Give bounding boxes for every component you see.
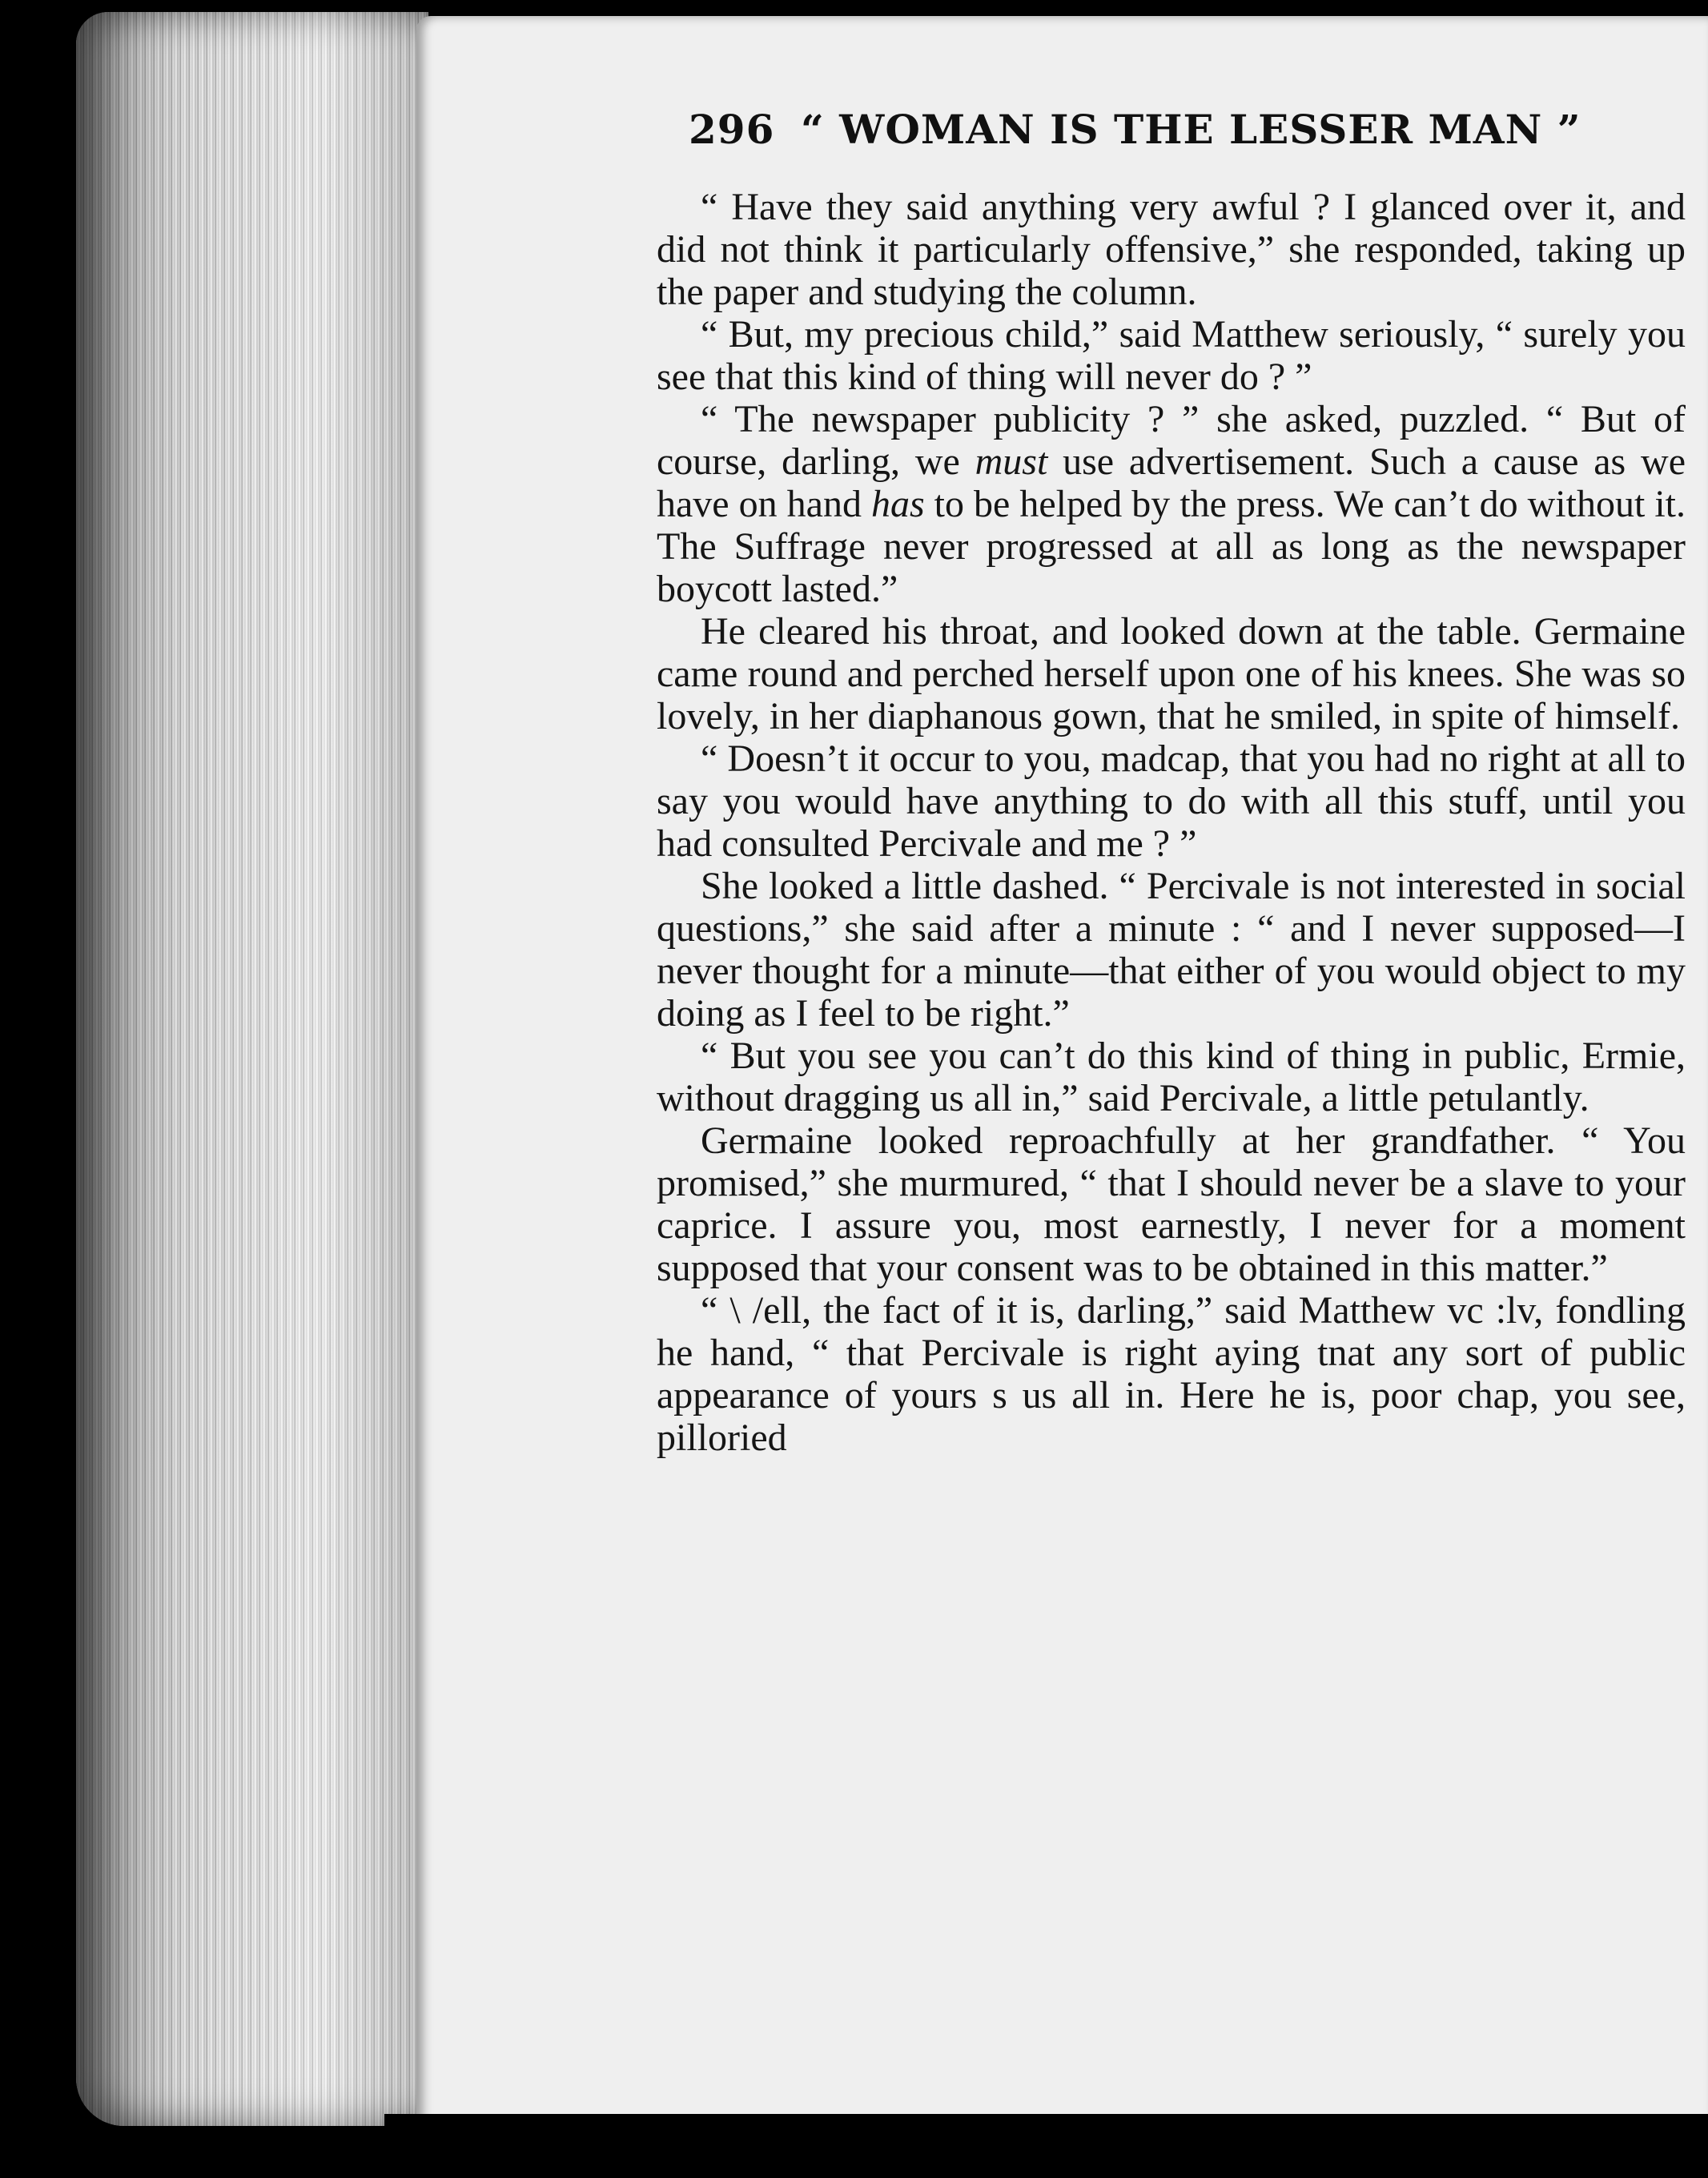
paragraph: Germaine looked reproachfully at her grandfather. “ You promised,” she murmured, “ that I should never be a slave to your caprice. I assure you, most earnestly, I never for a moment supposed that your consent was to be obtained in this matter.” — [657, 1119, 1686, 1289]
paragraph: He cleared his throat, and looked down at the table. Germaine came round and perched herself upon one of his knees. She was so lovely, in her diaphanous gown, that he smiled, in spite of himself. — [657, 610, 1686, 737]
page-number: 296 — [689, 106, 775, 153]
running-head-title: “ WOMAN IS THE LESSER MAN ” — [801, 106, 1581, 153]
paragraph: “ \ /ell, the fact of it is, darling,” said Matthew vc :lv, fondling he hand, “ that Percivale is right aying tnat any sort of public appearance of yours s us all in. Here he is, poor chap, you see, pilloried — [657, 1289, 1686, 1459]
scan-bottom-border — [384, 2114, 1708, 2178]
page-body-text — [657, 186, 1686, 1459]
running-header — [689, 106, 1682, 153]
paragraph: “ But, my precious child,” said Matthew seriously, “ surely you see that this kind of thing will never do ? ” — [657, 313, 1686, 398]
italic-emphasis: has — [870, 483, 925, 525]
text-run: to be helped by the press. We can’t do without it. The Suffrage never progressed at all as long as the newspaper boycott lasted.” — [657, 483, 1686, 610]
italic-emphasis: must — [975, 440, 1048, 483]
text-run: use advertisement. Such a cause as we have on hand — [657, 440, 1686, 525]
paragraph: “ But you see you can’t do this kind of thing in public, Ermie, without dragging us all in,” said Percivale, a little petulantly. — [657, 1035, 1686, 1119]
paragraph: “ Doesn’t it occur to you, madcap, that you had no right at all to say you would have anything to do with all this stuff, until you had consulted Percivale and me ? ” — [657, 737, 1686, 865]
paragraph — [657, 398, 1686, 610]
paragraph: She looked a little dashed. “ Percivale is not interested in social questions,” she said after a minute : “ and I never supposed—I never thought for a minute—that either of you would object to my doing as I feel to be right.” — [657, 865, 1686, 1035]
text-run: “ The newspaper publicity ? ” she asked, puzzled. “ But of course, darling, we — [657, 398, 1686, 483]
paragraph: “ Have they said anything very awful ? I glanced over it, and did not think it particularly offensive,” she responded, taking up the paper and studying the column. — [657, 186, 1686, 313]
book-page-edges — [76, 12, 428, 2126]
